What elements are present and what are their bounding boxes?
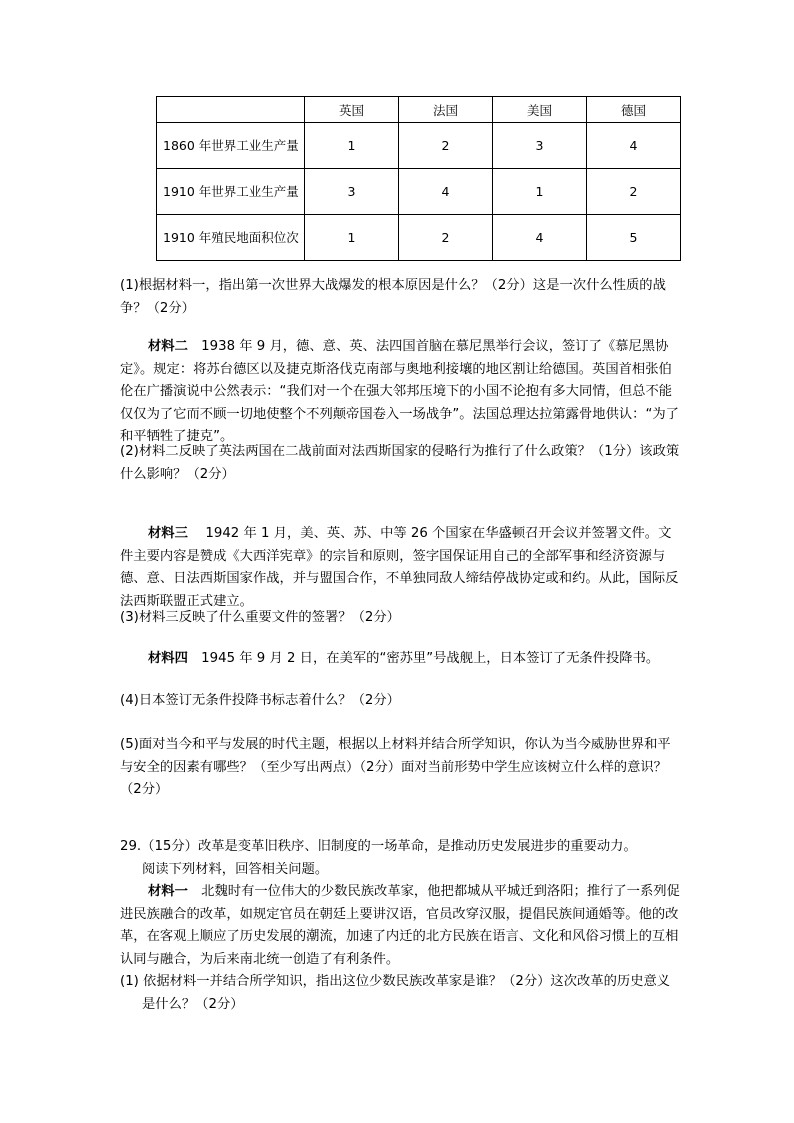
table-cell: 1	[305, 215, 399, 261]
material-3-label: 材料三	[148, 526, 188, 541]
q29-intro: 29.（15分）改革是变革旧秩序、旧制度的一场革命，是推动历史发展进步的重要动力。	[120, 839, 637, 854]
question-4: (4)日本签订无条件投降书标志着什么？（2分）	[120, 693, 400, 708]
material-4-text: 1945 年 9 月 2 日，在美军的“密苏里”号战舰上，日本签订了无条件投降书。	[187, 651, 660, 666]
material-3-text: 1942 年 1 月，美、英、苏、中等 26 个国家在华盛顿召开会议并签署文件。文件主要内容是赞成《大西洋宪章》的宗旨和原则，签字国保证用自己的全部军事和经济资源与德、意、日法西斯国家作战，并与盟国合作，不单独同敌人缔结停战协定或和约。从此，国际反法西斯联盟正式建立。	[120, 526, 679, 609]
table-cell: 1	[493, 169, 587, 215]
question-1: (1)根据材料一，指出第一次世界大战爆发的根本原因是什么？（2分）这是一次什么性质的战争？（2分）	[120, 278, 666, 316]
q29-material-1-label: 材料一	[148, 884, 188, 899]
table-cell: 4	[493, 215, 587, 261]
material-4-label: 材料四	[148, 651, 188, 666]
row-label: 1910 年殖民地面积位次	[157, 215, 305, 261]
q29-sub-question-1: (1) 依据材料一并结合所学知识，指出这位少数民族改革家是谁？（2分）这次改革的历史意义是什么？（2分）	[120, 974, 671, 1012]
table-row	[157, 169, 681, 215]
header-germany: 德国	[587, 97, 681, 123]
header-france: 法国	[399, 97, 493, 123]
table-cell: 1	[305, 123, 399, 169]
industry-rank-table	[156, 96, 681, 261]
material-2-label: 材料二	[148, 339, 188, 354]
header-usa: 美国	[493, 97, 587, 123]
table-row	[157, 215, 681, 261]
row-label: 1910 年世界工业生产量	[157, 169, 305, 215]
table-corner-cell	[157, 97, 305, 123]
row-label: 1860 年世界工业生产量	[157, 123, 305, 169]
table-cell: 2	[587, 169, 681, 215]
question-3: (3)材料三反映了什么重要文件的签署？（2分）	[120, 610, 400, 625]
table-cell: 4	[587, 123, 681, 169]
material-2-text: 1938 年 9 月，德、意、英、法四国首脑在慕尼黑举行会议，签订了《慕尼黑协定》。规定：将苏台德区以及捷克斯洛伐克南部与奥地利接壤的地区割让给德国。英国首相张伯伦在广播演说中公然表示：“我们对一个在强大邻邦压境下的小国不论抱有多大同情，但总不能仅仅为了它而不顾一切地使整个不列颠帝国卷入一场战争”。法国总理达拉第露骨地供认：“为了和平牺牲了捷克”。	[120, 339, 679, 444]
table-row	[157, 123, 681, 169]
header-britain: 英国	[305, 97, 399, 123]
material-2	[120, 336, 680, 449]
question-29	[120, 836, 680, 1016]
q29-instruction: 阅读下列材料，回答相关问题。	[142, 861, 329, 877]
table-cell: 3	[305, 169, 399, 215]
table-cell: 4	[399, 169, 493, 215]
material-3	[120, 523, 680, 613]
q29-material-1-text: 北魏时有一位伟大的少数民族改革家，他把都城从平城迁到洛阳；推行了一系列促进民族融合的改革，如规定官员在朝廷上要讲汉语，官员改穿汉服，提倡民族间通婚等。他的改革，在客观上顺应了历史发展的潮流，加速了内迁的北方民族在语言、文化和风俗习惯上的互相认同与融合，为后来南北统一创造了有利条件。	[120, 884, 680, 967]
question-5: (5)面对当今和平与发展的时代主题，根据以上材料并结合所学知识，你认为当今威胁世界和平与安全的因素有哪些？（至少写出两点）（2分）面对当前形势中学生应该树立什么样的意识？（2分）	[120, 737, 671, 797]
table-header-row	[157, 97, 681, 123]
table-cell: 3	[493, 123, 587, 169]
table-cell: 5	[587, 215, 681, 261]
question-2: (2)材料二反映了英法两国在二战前面对法西斯国家的侵略行为推行了什么政策？（1分）该政策什么影响？（2分）	[120, 444, 680, 482]
material-4	[120, 648, 680, 671]
table-cell: 2	[399, 215, 493, 261]
table-cell: 2	[399, 123, 493, 169]
